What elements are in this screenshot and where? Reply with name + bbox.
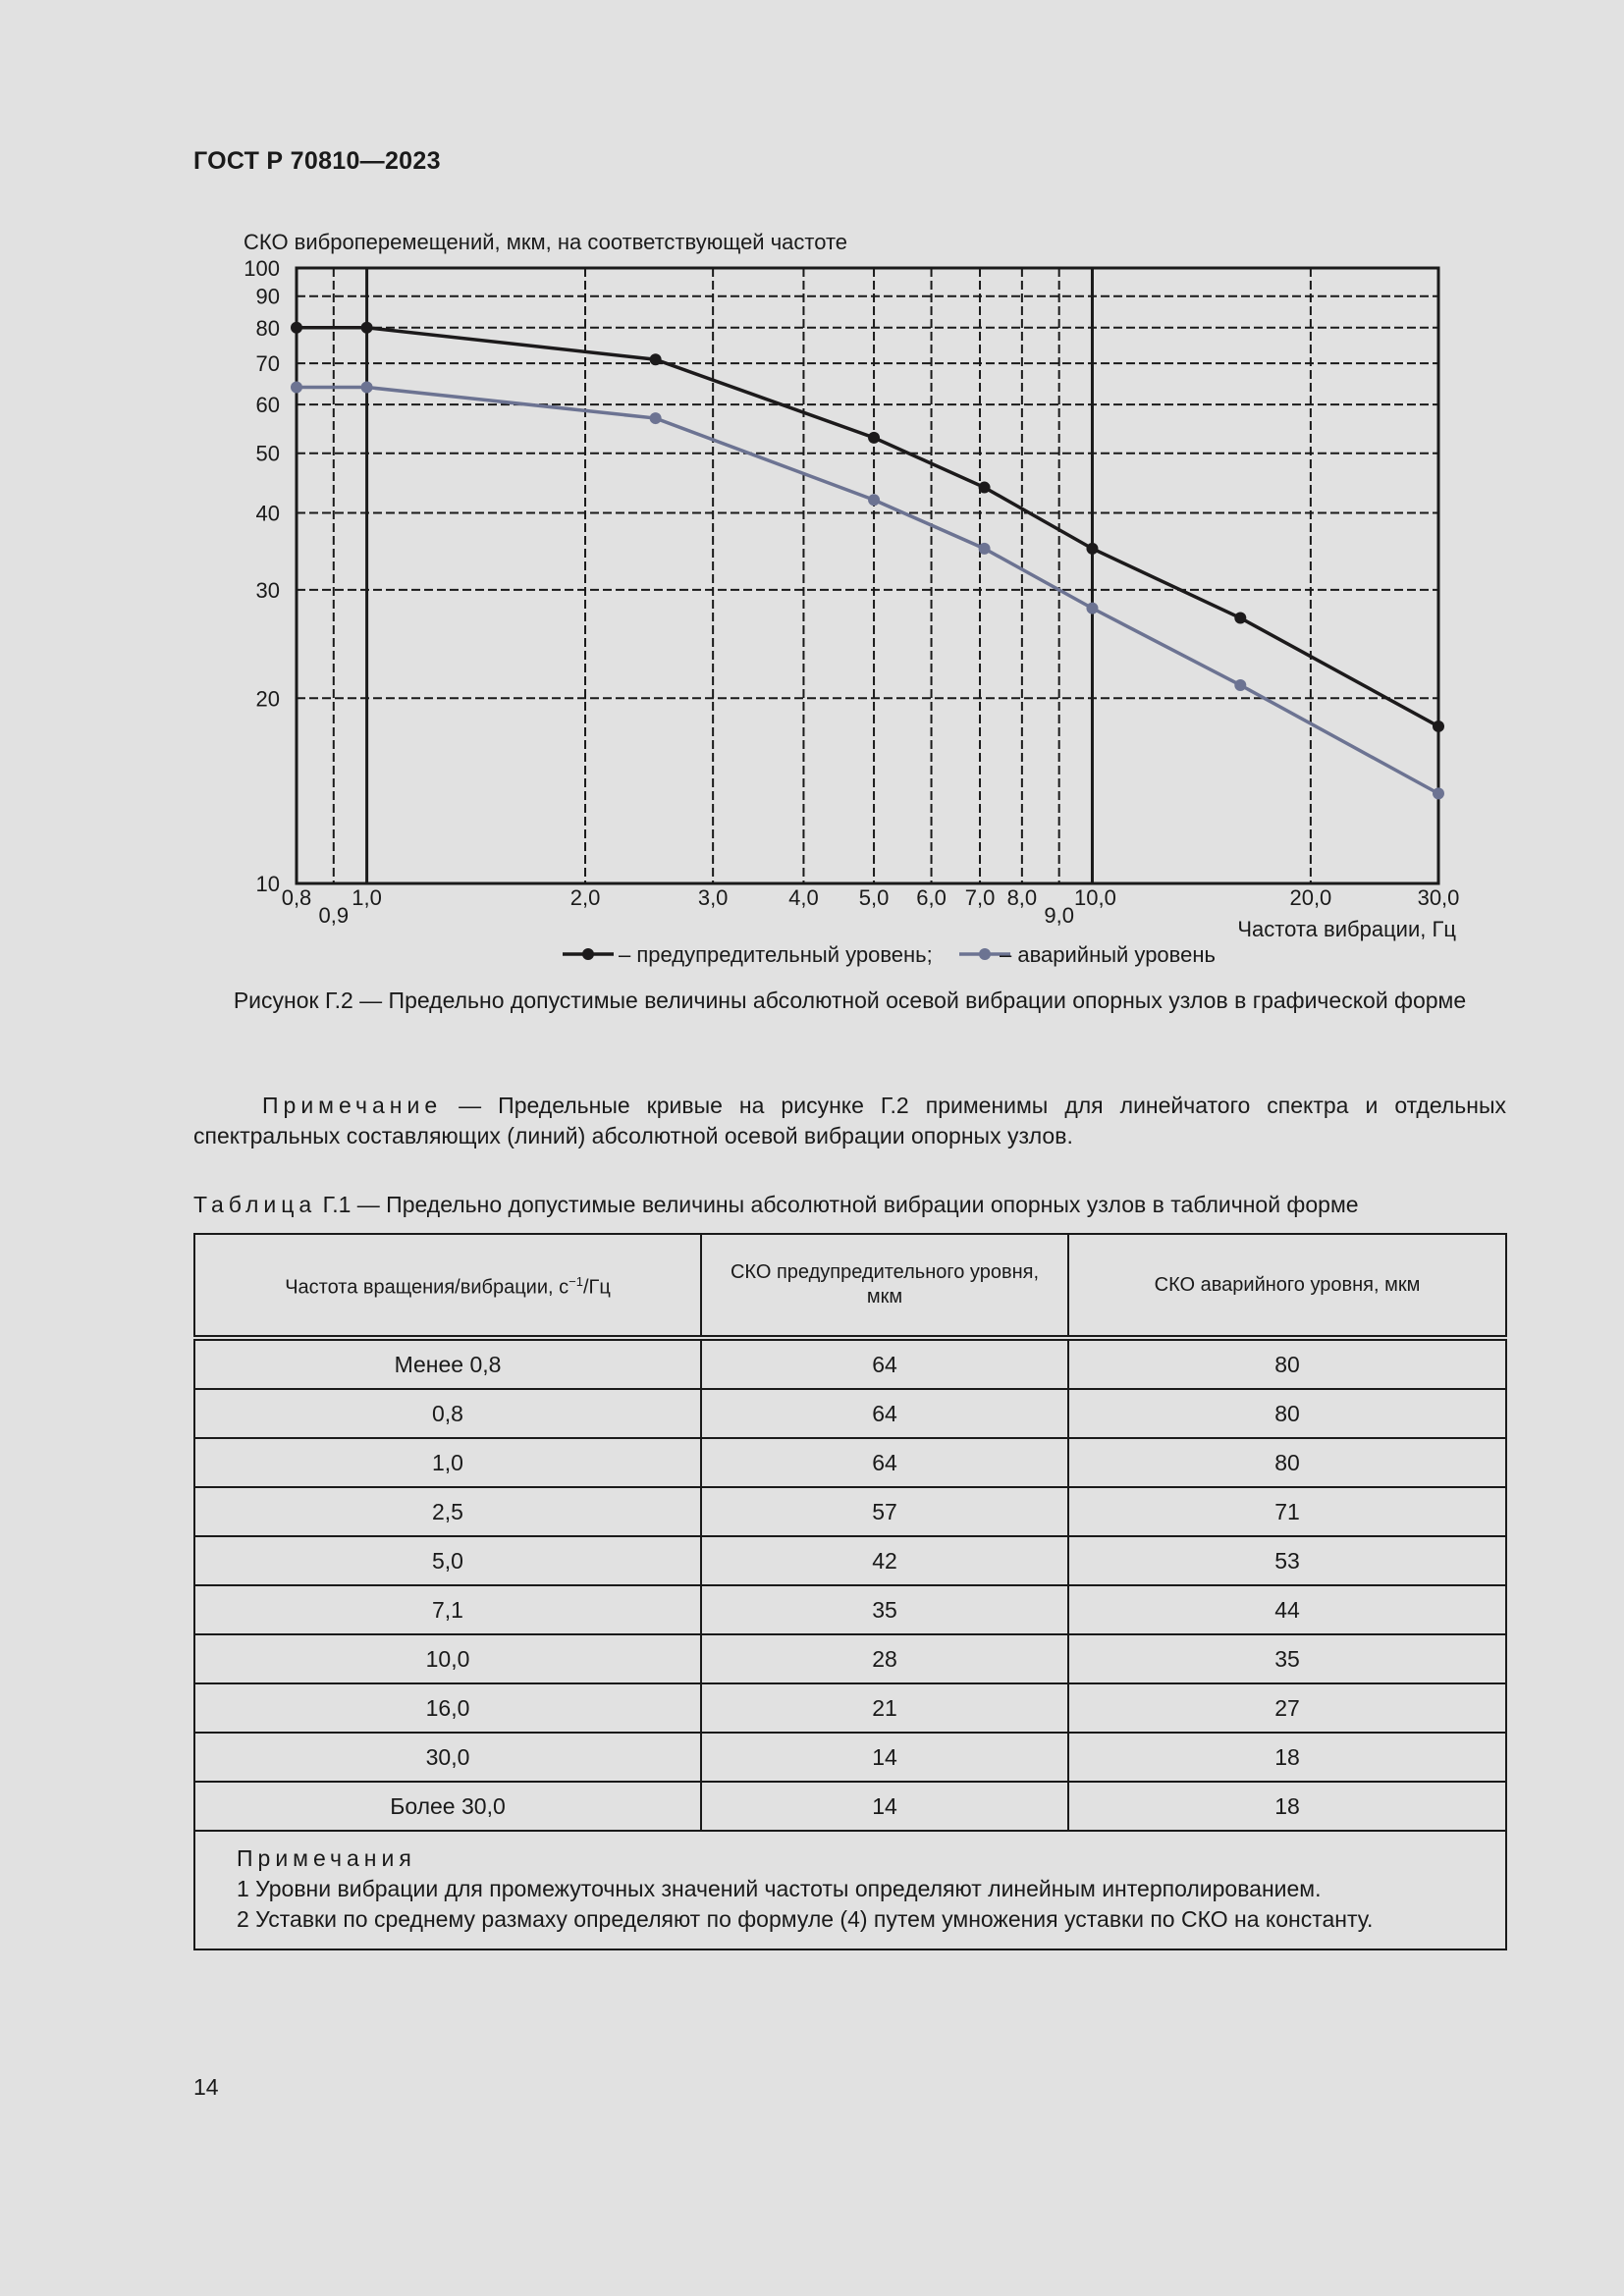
page-number: 14 xyxy=(193,2074,219,2100)
x-tick-label: 9,0 xyxy=(1044,903,1074,928)
cell-alarm: 71 xyxy=(1068,1487,1506,1536)
figure-note xyxy=(193,1091,1506,1151)
x-tick-label: 0,9 xyxy=(318,903,350,928)
cell-warning: 42 xyxy=(701,1536,1068,1585)
y-tick-label: 70 xyxy=(255,351,280,377)
x-tick-label: 10,0 xyxy=(1074,885,1116,910)
data-point xyxy=(291,382,302,394)
data-point xyxy=(1234,613,1246,624)
table-notes xyxy=(194,1831,1506,1949)
table-row xyxy=(194,1634,1506,1683)
header-frequency-sup: −1 xyxy=(568,1274,583,1290)
cell-frequency: Менее 0,8 xyxy=(194,1338,701,1389)
data-point xyxy=(361,382,373,394)
cell-warning: 28 xyxy=(701,1634,1068,1683)
cell-warning: 35 xyxy=(701,1585,1068,1634)
x-tick-label: 2,0 xyxy=(569,885,601,910)
plot-frame xyxy=(297,268,1438,883)
cell-alarm: 80 xyxy=(1068,1438,1506,1487)
y-tick-label: 100 xyxy=(244,256,280,281)
y-tick-label: 30 xyxy=(255,577,280,603)
cell-warning: 64 xyxy=(701,1338,1068,1389)
cell-warning: 64 xyxy=(701,1438,1068,1487)
table-row xyxy=(194,1338,1506,1389)
cell-alarm: 44 xyxy=(1068,1585,1506,1634)
table-title-label: Таблица xyxy=(193,1192,317,1217)
x-tick-label: 3,0 xyxy=(697,885,729,910)
data-point xyxy=(650,353,662,365)
table-note-2: 2 Уставки по среднему размаху определяют по формуле (4) путем умножения уставки по СКО на константу. xyxy=(237,1906,1374,1932)
cell-warning: 64 xyxy=(701,1389,1068,1438)
y-tick-label: 40 xyxy=(255,501,280,526)
vibration-limits-chart xyxy=(0,0,1624,982)
table-header-row xyxy=(194,1234,1506,1338)
y-tick-label: 10 xyxy=(255,872,280,896)
table-row xyxy=(194,1585,1506,1634)
cell-frequency: 1,0 xyxy=(194,1438,701,1487)
y-tick-label: 20 xyxy=(255,686,280,712)
cell-warning: 14 xyxy=(701,1733,1068,1782)
header-warning: СКО предупредительного уровня, мкм xyxy=(701,1234,1068,1338)
data-point xyxy=(979,543,991,555)
table-title-text: Г.1 — Предельно допустимые величины абсолютной вибрации опорных узлов в табличной форме xyxy=(316,1192,1359,1217)
data-point xyxy=(868,432,880,444)
table-row xyxy=(194,1782,1506,1831)
cell-alarm: 53 xyxy=(1068,1536,1506,1585)
cell-warning: 21 xyxy=(701,1683,1068,1733)
cell-frequency: 16,0 xyxy=(194,1683,701,1733)
x-tick-label: 7,0 xyxy=(964,885,996,910)
table-row xyxy=(194,1683,1506,1733)
table-row xyxy=(194,1733,1506,1782)
document-header: ГОСТ Р 70810—2023 xyxy=(193,147,441,175)
x-tick-label: 30,0 xyxy=(1417,885,1460,910)
data-point xyxy=(979,482,991,494)
y-tick-label: 50 xyxy=(255,441,280,466)
data-point xyxy=(650,412,662,424)
table-notes-row xyxy=(194,1831,1506,1949)
figure-caption: Рисунок Г.2 — Предельно допустимые величины абсолютной осевой вибрации опорных узлов в графической форме xyxy=(233,988,1467,1013)
x-axis-label: Частота вибрации, Гц xyxy=(1237,917,1456,941)
cell-frequency: 0,8 xyxy=(194,1389,701,1438)
data-point xyxy=(1433,721,1444,732)
x-tick-label: 6,0 xyxy=(916,885,947,910)
header-frequency xyxy=(194,1234,701,1338)
x-tick-label: 1,0 xyxy=(352,885,382,910)
x-tick-label: 4,0 xyxy=(788,885,819,910)
data-point xyxy=(291,322,302,334)
cell-warning: 14 xyxy=(701,1782,1068,1831)
header-alarm: СКО аварийного уровня, мкм xyxy=(1068,1234,1506,1338)
data-point xyxy=(1234,679,1246,691)
cell-frequency: Более 30,0 xyxy=(194,1782,701,1831)
y-tick-label: 80 xyxy=(255,315,280,341)
cell-frequency: 5,0 xyxy=(194,1536,701,1585)
table-title xyxy=(193,1192,1359,1218)
data-point xyxy=(1086,603,1098,614)
x-tick-label: 5,0 xyxy=(858,885,890,910)
table-note-1: 1 Уровни вибрации для промежуточных значений частоты определяют линейным интерполированием. xyxy=(237,1876,1322,1901)
x-tick-label: 20,0 xyxy=(1289,885,1332,910)
data-point xyxy=(868,494,880,506)
cell-frequency: 2,5 xyxy=(194,1487,701,1536)
data-point xyxy=(1433,787,1444,799)
y-tick-label: 90 xyxy=(255,284,280,309)
x-tick-label: 0,8 xyxy=(281,885,312,910)
cell-warning: 57 xyxy=(701,1487,1068,1536)
note-text: — Предельные кривые на рисунке Г.2 применимы для линейчатого спектра и отдельных спектральных составляющих (линий) абсолютной осевой вибрации опорных узлов. xyxy=(193,1093,1506,1148)
series-line xyxy=(297,328,1438,726)
cell-alarm: 35 xyxy=(1068,1634,1506,1683)
legend-label: – аварийный уровень xyxy=(1000,942,1216,967)
table-notes-label: Примечания xyxy=(237,1845,416,1871)
header-frequency-text: Частота вращения/вибрации, с xyxy=(285,1276,569,1299)
data-point xyxy=(361,322,373,334)
table-row xyxy=(194,1536,1506,1585)
cell-frequency: 10,0 xyxy=(194,1634,701,1683)
note-label: Примечание xyxy=(262,1093,443,1118)
table-row xyxy=(194,1438,1506,1487)
x-tick-label: 8,0 xyxy=(1006,885,1038,910)
table-row xyxy=(194,1487,1506,1536)
cell-alarm: 18 xyxy=(1068,1733,1506,1782)
cell-alarm: 80 xyxy=(1068,1389,1506,1438)
cell-alarm: 27 xyxy=(1068,1683,1506,1733)
limits-table xyxy=(193,1233,1507,1950)
legend-marker xyxy=(979,948,991,960)
legend-label: – предупредительный уровень; xyxy=(619,942,933,967)
y-tick-label: 60 xyxy=(255,393,280,418)
header-frequency-unit: /Гц xyxy=(582,1276,611,1299)
table-row xyxy=(194,1389,1506,1438)
table-body xyxy=(194,1338,1506,1831)
legend-marker xyxy=(582,948,594,960)
data-point xyxy=(1086,543,1098,555)
cell-alarm: 80 xyxy=(1068,1338,1506,1389)
y-axis-label: СКО виброперемещений, мкм, на соответствующей частоте xyxy=(244,230,848,254)
cell-frequency: 7,1 xyxy=(194,1585,701,1634)
cell-alarm: 18 xyxy=(1068,1782,1506,1831)
cell-frequency: 30,0 xyxy=(194,1733,701,1782)
